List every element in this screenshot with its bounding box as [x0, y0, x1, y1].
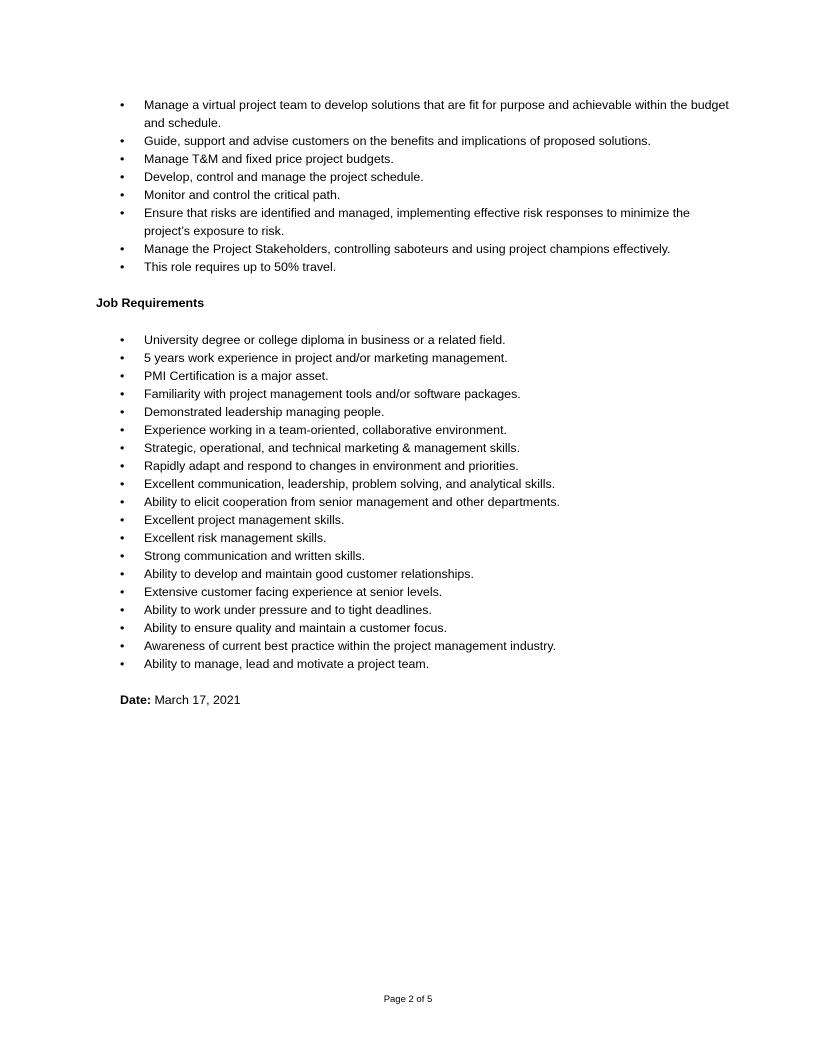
list-item [0, 565, 734, 583]
bullet-icon: • [120, 188, 125, 202]
list-item-text: Ability to develop and maintain good customer relationships. [144, 567, 474, 581]
list-item [0, 349, 734, 367]
list-item [0, 601, 734, 619]
list-item [0, 96, 734, 132]
bullet-icon: • [120, 459, 125, 473]
list-item-text: Awareness of current best practice within the project management industry. [144, 639, 557, 653]
bullet-icon: • [120, 152, 125, 166]
bullet-icon: • [120, 603, 125, 617]
list-item [0, 403, 734, 421]
list-item [0, 475, 734, 493]
list-item [0, 240, 734, 258]
list-item-text: Rapidly adapt and respond to changes in environment and priorities. [144, 459, 519, 473]
section-heading-job-requirements: Job Requirements [96, 296, 205, 310]
responsibilities-list [0, 96, 816, 276]
list-item-text: Familiarity with project management tools and/or software packages. [144, 387, 521, 401]
list-item-text: Excellent risk management skills. [144, 531, 327, 545]
list-item-text: Demonstrated leadership managing people. [144, 405, 385, 419]
bullet-icon: • [120, 513, 125, 527]
list-item-text: Ability to ensure quality and maintain a customer focus. [144, 621, 448, 635]
list-item [0, 457, 734, 475]
list-item [0, 619, 734, 637]
requirements-list [0, 331, 816, 673]
list-item-text: This role requires up to 50% travel. [144, 260, 337, 274]
bullet-icon: • [120, 477, 125, 491]
list-item-text: PMI Certification is a major asset. [144, 369, 329, 383]
bullet-icon: • [120, 369, 125, 383]
list-item [0, 493, 734, 511]
list-item [0, 168, 734, 186]
list-item [0, 204, 734, 240]
list-item-text: Guide, support and advise customers on the benefits and implications of proposed solutions. [144, 134, 651, 148]
list-item [0, 529, 734, 547]
date-line [120, 691, 241, 709]
bullet-icon: • [120, 423, 125, 437]
list-item [0, 331, 734, 349]
bullet-icon: • [120, 260, 125, 274]
bullet-icon: • [120, 405, 125, 419]
list-item-text: Ability to manage, lead and motivate a project team. [144, 657, 430, 671]
bullet-icon: • [120, 387, 125, 401]
list-item-text: Ensure that risks are identified and managed, implementing effective risk responses to minimize the project’s exposure to risk. [144, 206, 690, 238]
bullet-icon: • [120, 549, 125, 563]
bullet-icon: • [120, 531, 125, 545]
list-item [0, 583, 734, 601]
list-item-text: Ability to elicit cooperation from senior management and other departments. [144, 495, 560, 509]
list-item-text: Monitor and control the critical path. [144, 188, 341, 202]
list-item-text: Strong communication and written skills. [144, 549, 366, 563]
date-label: Date: [120, 693, 151, 707]
list-item [0, 132, 734, 150]
page-number: Page 2 of 5 [383, 994, 433, 1005]
list-item-text: Develop, control and manage the project schedule. [144, 170, 424, 184]
bullet-icon: • [120, 170, 125, 184]
bullet-icon: • [120, 441, 125, 455]
list-item-text: University degree or college diploma in business or a related field. [144, 333, 506, 347]
list-item [0, 547, 734, 565]
list-item [0, 150, 734, 168]
list-item-text: Experience working in a team-oriented, collaborative environment. [144, 423, 507, 437]
list-item [0, 421, 734, 439]
bullet-icon: • [120, 567, 125, 581]
list-item [0, 511, 734, 529]
list-item [0, 439, 734, 457]
bullet-icon: • [120, 333, 125, 347]
bullet-icon: • [120, 639, 125, 653]
list-item-text: Manage the Project Stakeholders, controlling saboteurs and using project champions effectively. [144, 242, 671, 256]
list-item-text: Ability to work under pressure and to tight deadlines. [144, 603, 432, 617]
bullet-icon: • [120, 242, 125, 256]
list-item-text: Excellent communication, leadership, problem solving, and analytical skills. [144, 477, 556, 491]
list-item-text: Excellent project management skills. [144, 513, 345, 527]
bullet-icon: • [120, 495, 125, 509]
bullet-icon: • [120, 98, 125, 112]
bullet-icon: • [120, 585, 125, 599]
bullet-icon: • [120, 134, 125, 148]
bullet-icon: • [120, 621, 125, 635]
bullet-icon: • [120, 351, 125, 365]
list-item-text: 5 years work experience in project and/or marketing management. [144, 351, 508, 365]
bullet-icon: • [120, 657, 125, 671]
list-item [0, 655, 734, 673]
list-item-text: Manage a virtual project team to develop solutions that are fit for purpose and achievable within the budget and schedule. [144, 98, 729, 130]
list-item [0, 637, 734, 655]
list-item [0, 186, 734, 204]
list-item [0, 385, 734, 403]
list-item-text: Extensive customer facing experience at senior levels. [144, 585, 443, 599]
date-value: March 17, 2021 [154, 693, 241, 707]
list-item [0, 367, 734, 385]
list-item-text: Strategic, operational, and technical marketing & management skills. [144, 441, 521, 455]
bullet-icon: • [120, 206, 125, 220]
list-item-text: Manage T&M and fixed price project budgets. [144, 152, 394, 166]
list-item [0, 258, 734, 276]
